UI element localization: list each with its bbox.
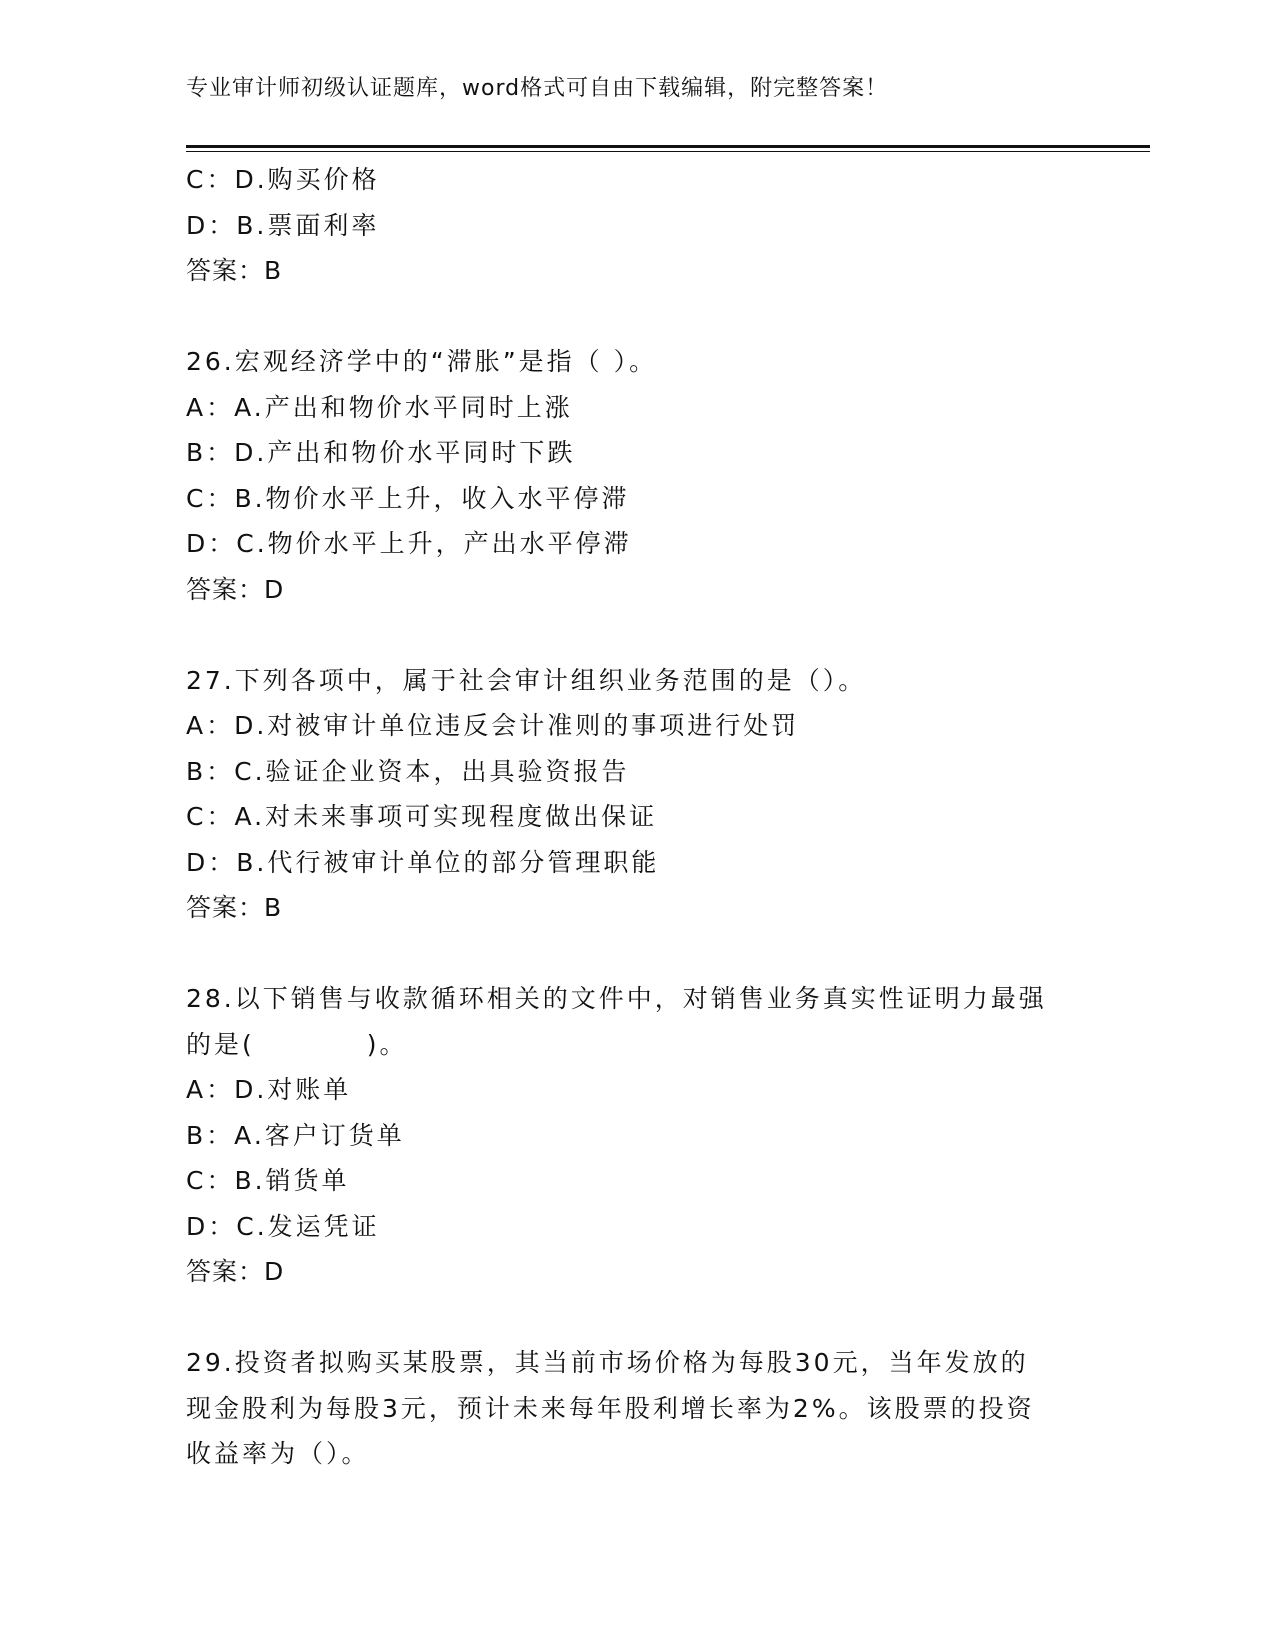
question-stem: 26.宏观经济学中的“滞胀”是指（ ）。 bbox=[186, 347, 658, 376]
option-line: B：D.产出和物价水平同时下跌 bbox=[186, 438, 576, 467]
answer-line: 答案：B bbox=[186, 256, 283, 285]
option-line: A：D.对被审计单位违反会计准则的事项进行处罚 bbox=[186, 711, 800, 740]
answer-line: 答案：B bbox=[186, 893, 283, 922]
option-line: B：C.验证企业资本，出具验资报告 bbox=[186, 756, 630, 786]
question-stem: 28.以下销售与收款循环相关的文件中，对销售业务真实性证明力最强 bbox=[186, 984, 1047, 1013]
answer-line: 答案：D bbox=[186, 1257, 285, 1286]
spacer bbox=[186, 294, 1086, 340]
option-line: A：D.对账单 bbox=[186, 1075, 352, 1104]
option-line: D：C.物价水平上升，产出水平停滞 bbox=[186, 529, 632, 558]
spacer bbox=[186, 612, 1086, 658]
option-line: C：B.物价水平上升，收入水平停滞 bbox=[186, 483, 630, 513]
option-line: C：A.对未来事项可实现程度做出保证 bbox=[186, 802, 658, 831]
question-stem-continued: 现金股利为每股3元，预计未来每年股利增长率为2%。该股票的投资 bbox=[186, 1393, 1035, 1423]
option-line: B：A.客户订货单 bbox=[186, 1120, 405, 1150]
header-rule-thick bbox=[186, 145, 1150, 148]
option-line: D：B.票面利率 bbox=[186, 210, 380, 240]
header-rule-thin bbox=[186, 151, 1150, 152]
answer-line: 答案：D bbox=[186, 574, 285, 604]
option-line: D：B.代行被审计单位的部分管理职能 bbox=[186, 847, 660, 877]
question-list bbox=[186, 157, 1086, 1477]
question-stem-continued: 收益率为（）。 bbox=[186, 1439, 370, 1468]
option-line: C：B.销货单 bbox=[186, 1166, 350, 1195]
page-header: 专业审计师初级认证题库，word格式可自由下载编辑，附完整答案！ bbox=[186, 76, 889, 101]
question-stem: 29.投资者拟购买某股票，其当前市场价格为每股30元，当年发放的 bbox=[186, 1348, 1029, 1377]
spacer bbox=[186, 931, 1086, 977]
option-line: D：C.发运凭证 bbox=[186, 1211, 380, 1241]
spacer bbox=[186, 1295, 1086, 1341]
option-line: C：D.购买价格 bbox=[186, 165, 380, 194]
question-stem: 27.下列各项中，属于社会审计组织业务范围的是（）。 bbox=[186, 665, 867, 695]
question-stem-continued: 的是( )。 bbox=[186, 1029, 408, 1059]
option-line: A：A.产出和物价水平同时上涨 bbox=[186, 392, 573, 422]
